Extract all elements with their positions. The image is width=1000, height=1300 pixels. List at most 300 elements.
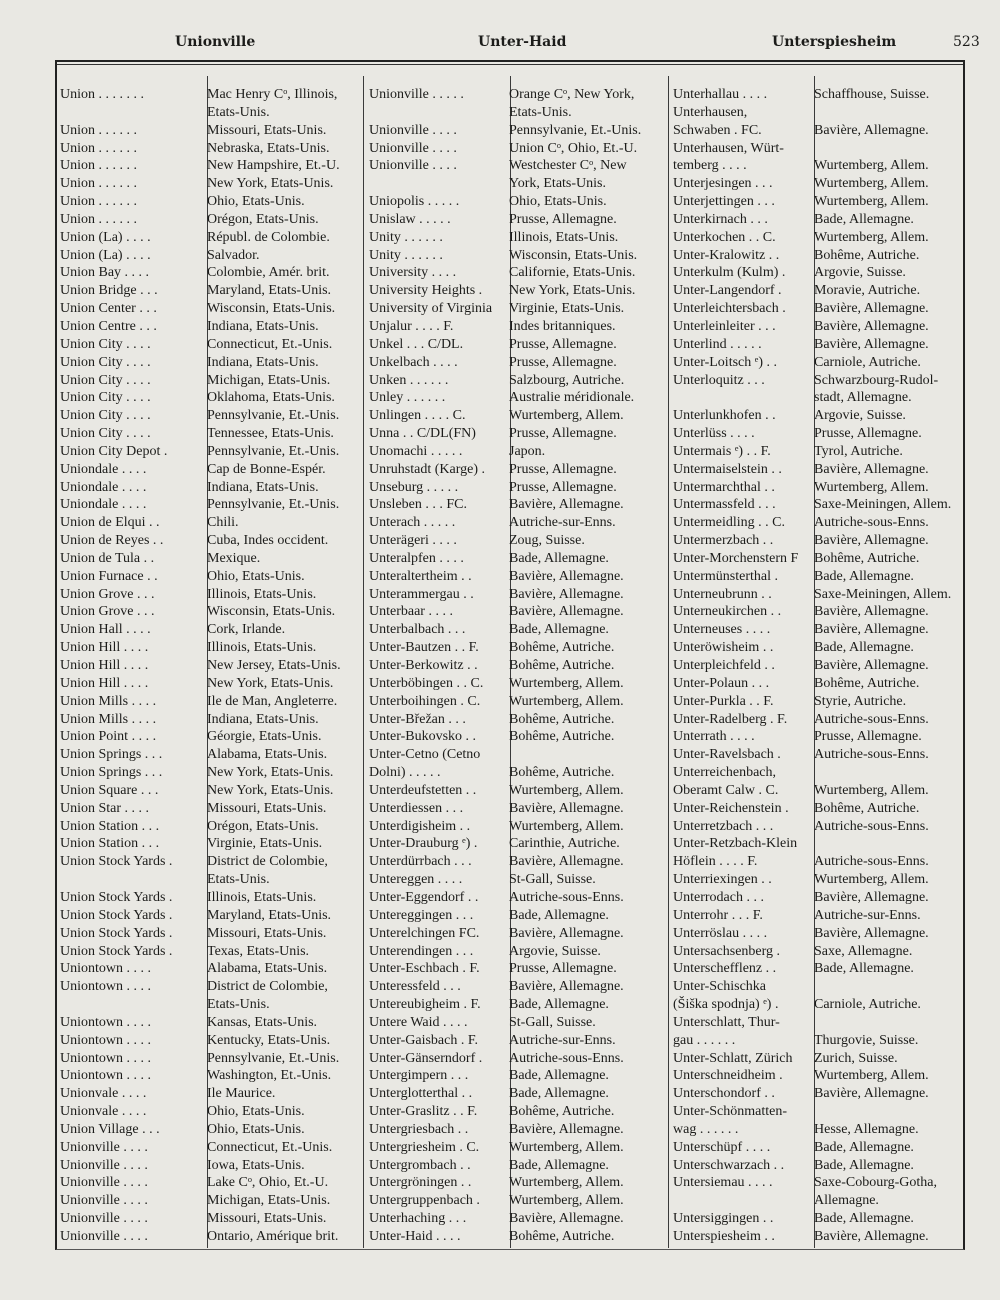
entry-row [60, 1085, 357, 1103]
entry-row [673, 1174, 966, 1192]
region-name: stadt, Allemagne. [814, 390, 912, 406]
entry-row [369, 1032, 664, 1050]
entry-row [673, 728, 966, 746]
entry-row [60, 496, 357, 514]
entry-row [369, 907, 664, 925]
entry-row [60, 389, 357, 407]
entry-row [673, 693, 966, 711]
entry-row [60, 264, 357, 282]
region-name: Saxe-Meiningen, Allem. [814, 586, 952, 602]
entry-row [60, 1032, 357, 1050]
entry-row [369, 728, 664, 746]
place-name: Union Hill . . . . [60, 658, 149, 673]
region-name: Bade, Allemagne. [814, 1211, 914, 1227]
entry-row [60, 532, 357, 550]
place-name: Unislaw . . . . . [369, 211, 451, 227]
place-name: Union Springs . . . [60, 765, 163, 781]
entry-row [369, 925, 664, 943]
place-name: Union City . . . . [60, 372, 151, 388]
place-name: Unterspiesheim . . [673, 1229, 775, 1244]
place-name: Untereggingen . . . [369, 907, 474, 923]
region-name: Bavière, Allemagne. [509, 604, 624, 620]
place-name: Unterschneidheim . [673, 1068, 783, 1084]
place-name: Union City . . . . [60, 354, 151, 370]
gazetteer-column-2 [369, 86, 664, 1246]
region-name: Bavière, Allemagne. [814, 461, 929, 477]
place-name: Union Stock Yards . [60, 925, 173, 941]
place-name: Union Point . . . . [60, 729, 157, 745]
region-name: Californie, Etats-Unis. [509, 265, 636, 281]
region-name: Wurtemberg, Allem. [814, 782, 929, 798]
region-name: Illinois, Etats-Unis. [207, 889, 317, 905]
entry-row [369, 354, 664, 372]
place-name: Union de Elqui . . [60, 515, 160, 531]
region-name: Alabama, Etats-Unis. [207, 961, 328, 977]
place-name: Unionvale . . . . [60, 1104, 147, 1120]
place-name: Union . . . . . . [60, 140, 137, 156]
region-name: Ontario, Amérique brit. [207, 1229, 339, 1244]
entry-row [60, 425, 357, 443]
place-name: Unterbalbach . . . [369, 622, 466, 638]
entry-row [673, 1228, 966, 1246]
region-name: Bohême, Autriche. [509, 1229, 615, 1244]
region-name: Bavière, Allemagne. [509, 568, 624, 584]
region-name: Bade, Allemagne. [509, 550, 609, 566]
entry-row [60, 140, 357, 158]
region-name: Autriche-sous-Enns. [814, 818, 929, 834]
place-name: Unterelchingen FC. [369, 925, 480, 941]
region-name: Etats-Unis. [207, 997, 270, 1013]
region-name: Autriche-sous-Enns. [509, 1050, 624, 1066]
place-name: Unterrohr . . . F. [673, 907, 763, 923]
region-name: Salvador. [207, 247, 260, 263]
entry-row [673, 175, 966, 193]
place-name: Untermassfeld . . . [673, 497, 776, 513]
region-name: Bade, Allemagne. [814, 568, 914, 584]
region-name: Bavière, Allemagne. [814, 658, 929, 673]
place-name: Unterschlatt, Thur- [673, 1014, 780, 1030]
place-name: Unley . . . . . . [369, 390, 446, 406]
region-name: Bohême, Autriche. [814, 247, 920, 263]
region-name: Bade, Allemagne. [509, 907, 609, 923]
region-name: Wurtemberg, Allem. [509, 782, 624, 798]
region-name: Illinois, Etats-Unis. [509, 229, 619, 245]
entry-row [673, 818, 966, 836]
entry-row [60, 175, 357, 193]
region-name: Illinois, Etats-Unis. [207, 640, 317, 656]
entry-row [673, 764, 966, 782]
entry-row [673, 443, 966, 461]
place-name: Unken . . . . . . [369, 372, 449, 388]
entry-row [60, 960, 357, 978]
entry-row [673, 157, 966, 175]
entry-row [369, 193, 664, 211]
entry-row [673, 1014, 966, 1032]
place-name: Uniontown . . . . [60, 1050, 151, 1066]
region-name: Autriche-sur-Enns. [509, 515, 616, 531]
place-name: Uniontown . . . . [60, 979, 151, 995]
place-name: Unter-Drauburg ᵉ) . [369, 836, 478, 852]
place-name: Union . . . . . . . [60, 87, 144, 102]
region-name: Wisconsin, Etats-Unis. [207, 604, 336, 620]
place-name: Untersiggingen . . [673, 1211, 774, 1227]
region-name: Wurtemberg, Allem. [814, 479, 929, 495]
region-name: Kansas, Etats-Unis. [207, 1014, 318, 1030]
region-name: Wisconsin, Etats-Unis. [509, 247, 638, 263]
entry-row [60, 282, 357, 300]
place-name [369, 104, 509, 122]
place-name: Unionville . . . . [369, 158, 457, 174]
place-name: Unionville . . . . [60, 1229, 148, 1244]
region-name: Bohême, Autriche. [509, 711, 615, 727]
region-name: Bavière, Allemagne. [814, 336, 929, 352]
region-name: Cork, Irlande. [207, 622, 286, 638]
entry-row [60, 764, 357, 782]
place-name: Union . . . . . . [60, 176, 137, 192]
region-name: Alabama, Etats-Unis. [207, 747, 328, 763]
place-name: Unter-Eggendorf . . [369, 889, 479, 905]
entry-row [673, 675, 966, 693]
place-name: Union Hill . . . . [60, 675, 149, 691]
place-name: Untergriesheim . C. [369, 1139, 480, 1155]
place-name: Union Furnace . . [60, 568, 158, 584]
region-name: Michigan, Etats-Unis. [207, 372, 331, 388]
region-name: Connecticut, Et.-Unis. [207, 1139, 333, 1155]
region-name: Saxe, Allemagne. [814, 943, 913, 959]
place-name: Unter-Retzbach-Klein [673, 836, 798, 852]
place-name: Unterretzbach . . . [673, 818, 774, 834]
entry-row [369, 122, 664, 140]
place-name: Unterjesingen . . . [673, 176, 773, 192]
region-name: Bade, Allemagne. [509, 1157, 609, 1173]
region-name: Prusse, Allemagne. [814, 426, 922, 442]
place-name: Unterschondorf . . [673, 1086, 775, 1102]
place-name: Union Springs . . . [60, 747, 163, 763]
entry-row [60, 675, 357, 693]
entry-row [60, 1121, 357, 1139]
region-name: Prusse, Allemagne. [509, 479, 617, 495]
place-name: Unterägeri . . . . [369, 533, 457, 549]
region-name: Indes britanniques. [509, 318, 616, 334]
place-name: Untermais ᵉ) . . F. [673, 443, 771, 459]
region-name: Indiana, Etats-Unis. [207, 711, 319, 727]
entry-row [369, 282, 664, 300]
place-name: Unkel . . . C/DL. [369, 336, 464, 352]
region-name [814, 835, 966, 853]
place-name: Unter-Ravelsbach . [673, 747, 781, 763]
region-name: Bavière, Allemagne. [509, 979, 624, 995]
entry-row [60, 1139, 357, 1157]
entry-row [369, 300, 664, 318]
place-name: Unionville . . . . . [369, 87, 464, 102]
place-name: Unter-Loitsch ᵉ) . . [673, 354, 778, 370]
region-name: Missouri, Etats-Unis. [207, 800, 327, 816]
place-name: Unterriexingen . . [673, 872, 772, 888]
place-name: Unteralpfen . . . . [369, 550, 464, 566]
region-name: Bavière, Allemagne. [814, 122, 929, 138]
entry-row [369, 496, 664, 514]
entry-row [673, 122, 966, 140]
place-name: Unterschwarzach . . [673, 1157, 785, 1173]
region-name: Saxe-Cobourg-Gotha, [814, 1175, 937, 1191]
region-name: Wurtemberg, Allem. [814, 158, 929, 174]
place-name: Unterrath . . . . [673, 729, 755, 745]
region-name: Etats-Unis. [509, 104, 572, 120]
region-name: Bavière, Allemagne. [814, 1086, 929, 1102]
place-name: Unionvale . . . . [60, 1086, 147, 1102]
place-name: University Heights . [369, 283, 483, 299]
place-name: Union . . . . . . [60, 194, 137, 210]
entry-row [60, 1067, 357, 1085]
entry-row [369, 603, 664, 621]
region-name: New York, Etats-Unis. [207, 176, 334, 192]
region-name: Pennsylvanie, Et.-Unis. [207, 497, 340, 513]
entry-row [60, 514, 357, 532]
region-name: Autriche-sous-Enns. [814, 854, 929, 870]
region-name: Pennsylvanie, Et.-Unis. [207, 443, 340, 459]
region-name: Bohême, Autriche. [509, 729, 615, 745]
place-name: Union Hall . . . . [60, 622, 151, 638]
entry-row [673, 496, 966, 514]
entry-row [673, 621, 966, 639]
entry-row [673, 86, 966, 104]
region-name: Union Cᵒ, Ohio, Et.-U. [509, 140, 638, 156]
region-name: Schaffhouse, Suisse. [814, 87, 930, 102]
entry-row [673, 782, 966, 800]
region-name [814, 764, 966, 782]
place-name: University . . . . [369, 265, 457, 281]
place-name: Untersiemau . . . . [673, 1175, 773, 1191]
region-name: New Jersey, Etats-Unis. [207, 658, 341, 673]
region-name: Virginie, Etats-Unis. [509, 301, 625, 317]
place-name: Union Station . . . [60, 836, 160, 852]
entry-row [673, 282, 966, 300]
entry-row [60, 1103, 357, 1121]
place-name: Unter-Břežan . . . [369, 711, 466, 727]
place-name: Unter-Radelberg . F. [673, 711, 788, 727]
place-name: Uniontown . . . . [60, 1032, 151, 1048]
place-name: Union Stock Yards . [60, 907, 173, 923]
region-name: Bavière, Allemagne. [509, 497, 624, 513]
region-name: Autriche-sous-Enns. [509, 889, 624, 905]
region-name: Autriche-sur-Enns. [509, 1032, 616, 1048]
region-name: Bade, Allemagne. [509, 1068, 609, 1084]
region-name: Bade, Allemagne. [509, 622, 609, 638]
gazetteer-column-3 [673, 86, 966, 1246]
place-name: Unity . . . . . . [369, 247, 443, 263]
entry-row [369, 1067, 664, 1085]
place-name: Union . . . . . . [60, 122, 137, 138]
region-name: Indiana, Etats-Unis. [207, 354, 319, 370]
entry-row [369, 318, 664, 336]
place-name: Union Grove . . . [60, 586, 155, 602]
region-name: New York, Etats-Unis. [207, 675, 334, 691]
region-name: Salzbourg, Autriche. [509, 372, 625, 388]
place-name: Unter-Schlatt, Zürich [673, 1050, 793, 1066]
place-name [673, 389, 814, 407]
place-name: Unterleichtersbach . [673, 301, 786, 317]
place-name: Unterböbingen . . C. [369, 675, 484, 691]
place-name: Unsleben . . . FC. [369, 497, 467, 513]
region-name: Autriche-sous-Enns. [814, 747, 929, 763]
region-name: Ile de Man, Angleterre. [207, 693, 338, 709]
entry-row [369, 1210, 664, 1228]
entry-row [60, 711, 357, 729]
entry-row [673, 336, 966, 354]
place-name: Unter-Purkla . . F. [673, 693, 774, 709]
entry-row [60, 247, 357, 265]
place-name: Unterlind . . . . . [673, 336, 762, 352]
place-name: Union (La) . . . . [60, 229, 151, 245]
place-name: Unter-Schischka [673, 979, 767, 995]
region-name: Bavière, Allemagne. [509, 1121, 624, 1137]
region-name: Indiana, Etats-Unis. [207, 318, 319, 334]
entry-row [673, 1157, 966, 1175]
header-right-keyword: Unterspiesheim [772, 34, 897, 50]
region-name: Bade, Allemagne. [814, 1139, 914, 1155]
place-name: Unionville . . . . [369, 140, 457, 156]
page-number: 523 [953, 34, 980, 50]
region-name: Bavière, Allemagne. [509, 1211, 624, 1227]
entry-row [369, 621, 664, 639]
place-name: Unterreichenbach, [673, 765, 776, 781]
entry-row [60, 354, 357, 372]
entry-row [369, 1157, 664, 1175]
region-name: Wurtemberg, Allem. [814, 872, 929, 888]
place-name: Unteraltertheim . . [369, 568, 472, 584]
entry-row [673, 1085, 966, 1103]
place-name: Untergröningen . . [369, 1175, 472, 1191]
entry-row [369, 586, 664, 604]
region-name [814, 978, 966, 996]
place-name: University of Virginia [369, 301, 493, 317]
region-name: Bavière, Allemagne. [814, 622, 929, 638]
region-name: Wurtemberg, Allem. [509, 408, 624, 424]
entry-row [60, 996, 357, 1014]
region-name: Japon. [509, 443, 546, 459]
entry-row [60, 1210, 357, 1228]
header-center-keyword: Unter-Haid [478, 34, 567, 50]
entry-row [369, 1014, 664, 1032]
entry-row [60, 693, 357, 711]
place-name: Unterlunkhofen . . [673, 408, 776, 424]
region-name: Bavière, Allemagne. [814, 1229, 929, 1244]
region-name: Thurgovie, Suisse. [814, 1032, 919, 1048]
place-name: Unterrodach . . . [673, 889, 764, 905]
entry-row [369, 1228, 664, 1246]
place-name: Union Station . . . [60, 818, 160, 834]
place-name: Unterdiessen . . . [369, 800, 464, 816]
region-name: Prusse, Allemagne. [509, 354, 617, 370]
entry-row [369, 871, 664, 889]
place-name: Unter-Cetno (Cetno [369, 747, 481, 763]
region-name: Wurtemberg, Allem. [509, 818, 624, 834]
place-name: Union Centre . . . [60, 318, 157, 334]
place-name: Unterammergau . . [369, 586, 474, 602]
place-name: Unterneuses . . . . [673, 622, 771, 638]
place-name: Unter-Morchenstern F [673, 550, 799, 566]
place-name: Union Square . . . [60, 782, 159, 798]
region-name: Bohême, Autriche. [509, 1104, 615, 1120]
entry-row [60, 479, 357, 497]
entry-row [369, 1085, 664, 1103]
entry-row [369, 175, 664, 193]
region-name: Wurtemberg, Allem. [509, 693, 624, 709]
place-name: Union City . . . . [60, 408, 151, 424]
entry-row [60, 1192, 357, 1210]
place-name: Union Mills . . . . [60, 711, 157, 727]
entry-row [60, 318, 357, 336]
entry-row [369, 693, 664, 711]
entry-row [369, 461, 664, 479]
region-name [814, 1103, 966, 1121]
region-name: Prusse, Allemagne. [509, 211, 617, 227]
region-name: Pennsylvanie, Et.-Unis. [207, 408, 340, 424]
place-name: Union Stock Yards . [60, 854, 173, 870]
place-name: Union Hill . . . . [60, 640, 149, 656]
place-name: Unterkulm (Kulm) . [673, 265, 786, 281]
region-name: Washington, Et.-Unis. [207, 1068, 332, 1084]
region-name: Orégon, Etats-Unis. [207, 211, 319, 227]
place-name: Union de Reyes . . [60, 533, 164, 549]
region-name: Kentucky, Etats-Unis. [207, 1032, 331, 1048]
region-name: Michigan, Etats-Unis. [207, 1193, 331, 1209]
place-name: Unter-Gänserndorf . [369, 1050, 483, 1066]
region-name: Bavière, Allemagne. [814, 533, 929, 549]
entry-row [369, 264, 664, 282]
place-name: Union Bridge . . . [60, 283, 158, 299]
region-name: New Hampshire, Et.-U. [207, 158, 340, 174]
entry-row [60, 193, 357, 211]
region-name: Cap de Bonne-Espér. [207, 461, 326, 477]
entry-row [60, 157, 357, 175]
entry-row [673, 657, 966, 675]
entry-row [60, 568, 357, 586]
region-name: Bohême, Autriche. [509, 640, 615, 656]
region-name: Maryland, Etats-Unis. [207, 907, 332, 923]
region-name: Missouri, Etats-Unis. [207, 925, 327, 941]
place-name: Unity . . . . . . [369, 229, 443, 245]
entry-row [369, 372, 664, 390]
place-name: Untersachsenberg . [673, 943, 781, 959]
place-name: Unterkochen . . C. [673, 229, 776, 245]
entry-row [369, 443, 664, 461]
entry-row [369, 764, 664, 782]
place-name: Unter-Berkowitz . . [369, 658, 478, 673]
entry-row [369, 514, 664, 532]
entry-row [369, 104, 664, 122]
place-name: Unter-Schönmatten- [673, 1104, 788, 1120]
place-name: Union de Tula . . [60, 550, 155, 566]
region-name: Ohio, Etats-Unis. [509, 194, 607, 210]
place-name: Uniondale . . . . [60, 479, 147, 495]
place-name: Untereggen . . . . [369, 872, 463, 888]
region-name: Prusse, Allemagne. [509, 461, 617, 477]
place-name: Unterschefflenz . . [673, 961, 777, 977]
entry-row [60, 211, 357, 229]
place-name: Unionville . . . . [369, 122, 457, 138]
place-name: Union Mills . . . . [60, 693, 157, 709]
entry-row [673, 425, 966, 443]
entry-row [60, 782, 357, 800]
region-name: Bavière, Allemagne. [509, 586, 624, 602]
entry-row [673, 907, 966, 925]
entry-row [673, 300, 966, 318]
entry-row [369, 336, 664, 354]
region-name: New York, Etats-Unis. [509, 283, 636, 299]
region-name: Prusse, Allemagne. [814, 729, 922, 745]
region-name: Illinois, Etats-Unis. [207, 586, 317, 602]
